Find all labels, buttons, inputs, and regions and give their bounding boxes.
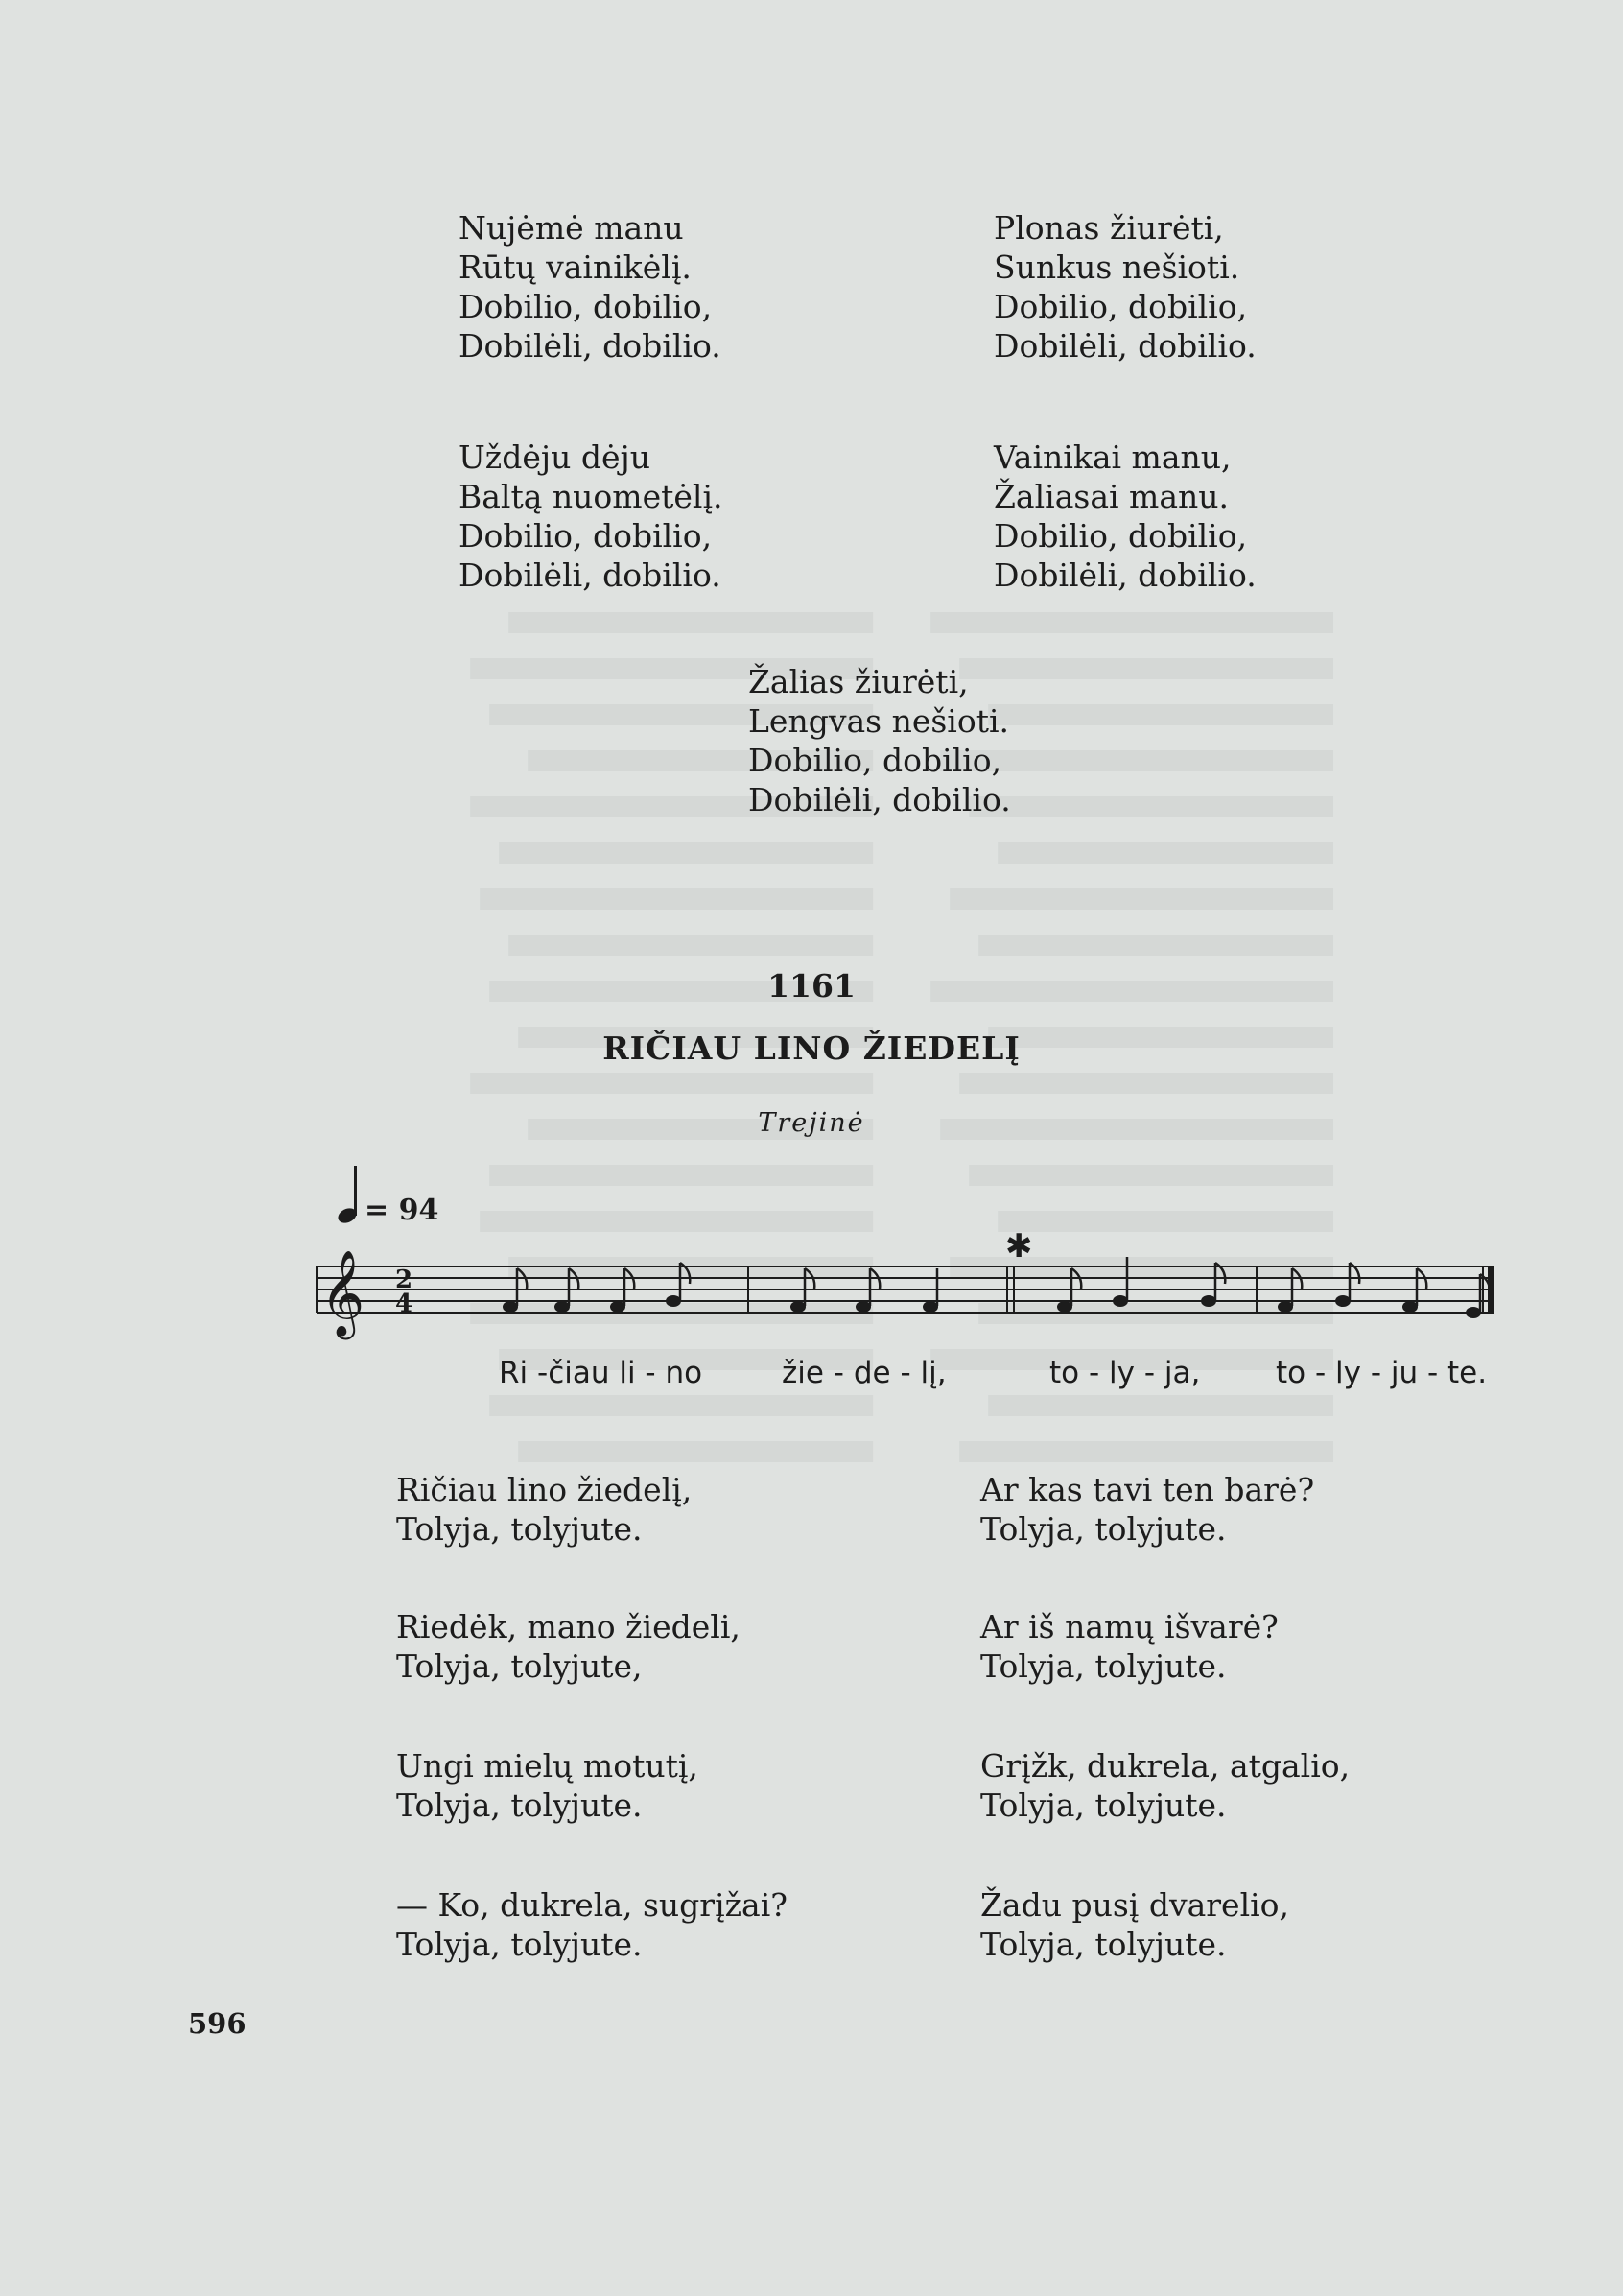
- verse-line: Rūtų vainikėlį.: [459, 249, 692, 286]
- verse-line: Vainikai manu,: [994, 438, 1232, 476]
- verse-line: Tolyja, tolyjute.: [980, 1510, 1227, 1548]
- song-number: 1161: [767, 967, 856, 1005]
- svg-text:2: 2: [395, 1266, 413, 1294]
- verse-line: Baltą nuometėlį.: [459, 478, 723, 515]
- verse-line: Sunkus nešioti.: [994, 249, 1240, 286]
- verse-line: Uždėju dėju: [459, 438, 650, 476]
- music-staff: [297, 1219, 1506, 1353]
- tempo-value: = 94: [365, 1194, 439, 1227]
- verse-line: Grįžk, dukrela, atgalio,: [980, 1747, 1351, 1785]
- music-lyric: Ri -čiau li - no: [499, 1356, 703, 1390]
- stanza: [459, 208, 721, 366]
- verse-line: Tolyja, tolyjute.: [396, 1787, 643, 1824]
- page-number: 596: [188, 2007, 247, 2040]
- verse-line: Tolyja, tolyjute.: [980, 1647, 1227, 1685]
- verse-line: Nujėmė manu: [459, 209, 684, 247]
- song-title: RIČIAU LINO ŽIEDELĮ: [602, 1030, 1021, 1067]
- verse-line: Dobilio, dobilio,: [994, 517, 1248, 555]
- stanza: [396, 1885, 788, 1964]
- music-lyric: to - ly - ju - te.: [1276, 1356, 1488, 1390]
- stanza: [748, 662, 1011, 819]
- verse-line: Žalias žiurėti,: [748, 663, 969, 700]
- stanza: [980, 1470, 1314, 1549]
- svg-text:✱: ✱: [1005, 1227, 1033, 1266]
- verse-line: Tolyja, tolyjute.: [980, 1926, 1227, 1963]
- verse-line: Žaliasai manu.: [994, 478, 1230, 515]
- song-genre: Trejinė: [758, 1108, 865, 1138]
- verse-line: Dobilio, dobilio,: [459, 517, 713, 555]
- verse-line: Tolyja, tolyjute,: [396, 1647, 643, 1685]
- stanza: [994, 438, 1257, 595]
- stanza: [980, 1746, 1350, 1825]
- stanza: [980, 1607, 1279, 1686]
- stanza: [396, 1746, 698, 1825]
- music-lyric: žie - de - lį,: [782, 1356, 947, 1390]
- verse-line: Dobilėli, dobilio.: [459, 327, 721, 365]
- verse-line: Plonas žiurėti,: [994, 209, 1224, 247]
- verse-line: — Ko, dukrela, sugrįžai?: [396, 1886, 788, 1924]
- verse-line: Dobilėli, dobilio.: [748, 781, 1011, 818]
- music-lyric: to - ly - ja,: [1049, 1356, 1201, 1390]
- verse-line: Ar iš namų išvarė?: [980, 1608, 1279, 1645]
- stanza: [396, 1607, 741, 1686]
- stanza: [459, 438, 723, 595]
- verse-line: Ungi mielų motutį,: [396, 1747, 698, 1785]
- stanza: [980, 1885, 1289, 1964]
- stanza: [994, 208, 1257, 366]
- verse-line: Riedėk, mano žiedeli,: [396, 1608, 741, 1645]
- verse-line: Žadu pusį dvarelio,: [980, 1886, 1290, 1924]
- verse-line: Dobilėli, dobilio.: [994, 327, 1257, 365]
- stanza: [396, 1470, 692, 1549]
- verse-line: Lengvas nešioti.: [748, 702, 1010, 740]
- verse-line: Dobilio, dobilio,: [459, 288, 713, 325]
- verse-line: Tolyja, tolyjute.: [396, 1510, 643, 1548]
- verse-line: Dobilio, dobilio,: [748, 742, 1002, 779]
- verse-line: Ričiau lino žiedelį,: [396, 1471, 693, 1508]
- verse-line: Dobilėli, dobilio.: [994, 556, 1257, 594]
- verse-line: Dobilio, dobilio,: [994, 288, 1248, 325]
- verse-line: Ar kas tavi ten barė?: [980, 1471, 1315, 1508]
- svg-text:4: 4: [395, 1290, 413, 1318]
- verse-line: Tolyja, tolyjute.: [980, 1787, 1227, 1824]
- verse-line: Tolyja, tolyjute.: [396, 1926, 643, 1963]
- verse-line: Dobilėli, dobilio.: [459, 556, 721, 594]
- svg-text:𝄞: 𝄞: [320, 1250, 365, 1337]
